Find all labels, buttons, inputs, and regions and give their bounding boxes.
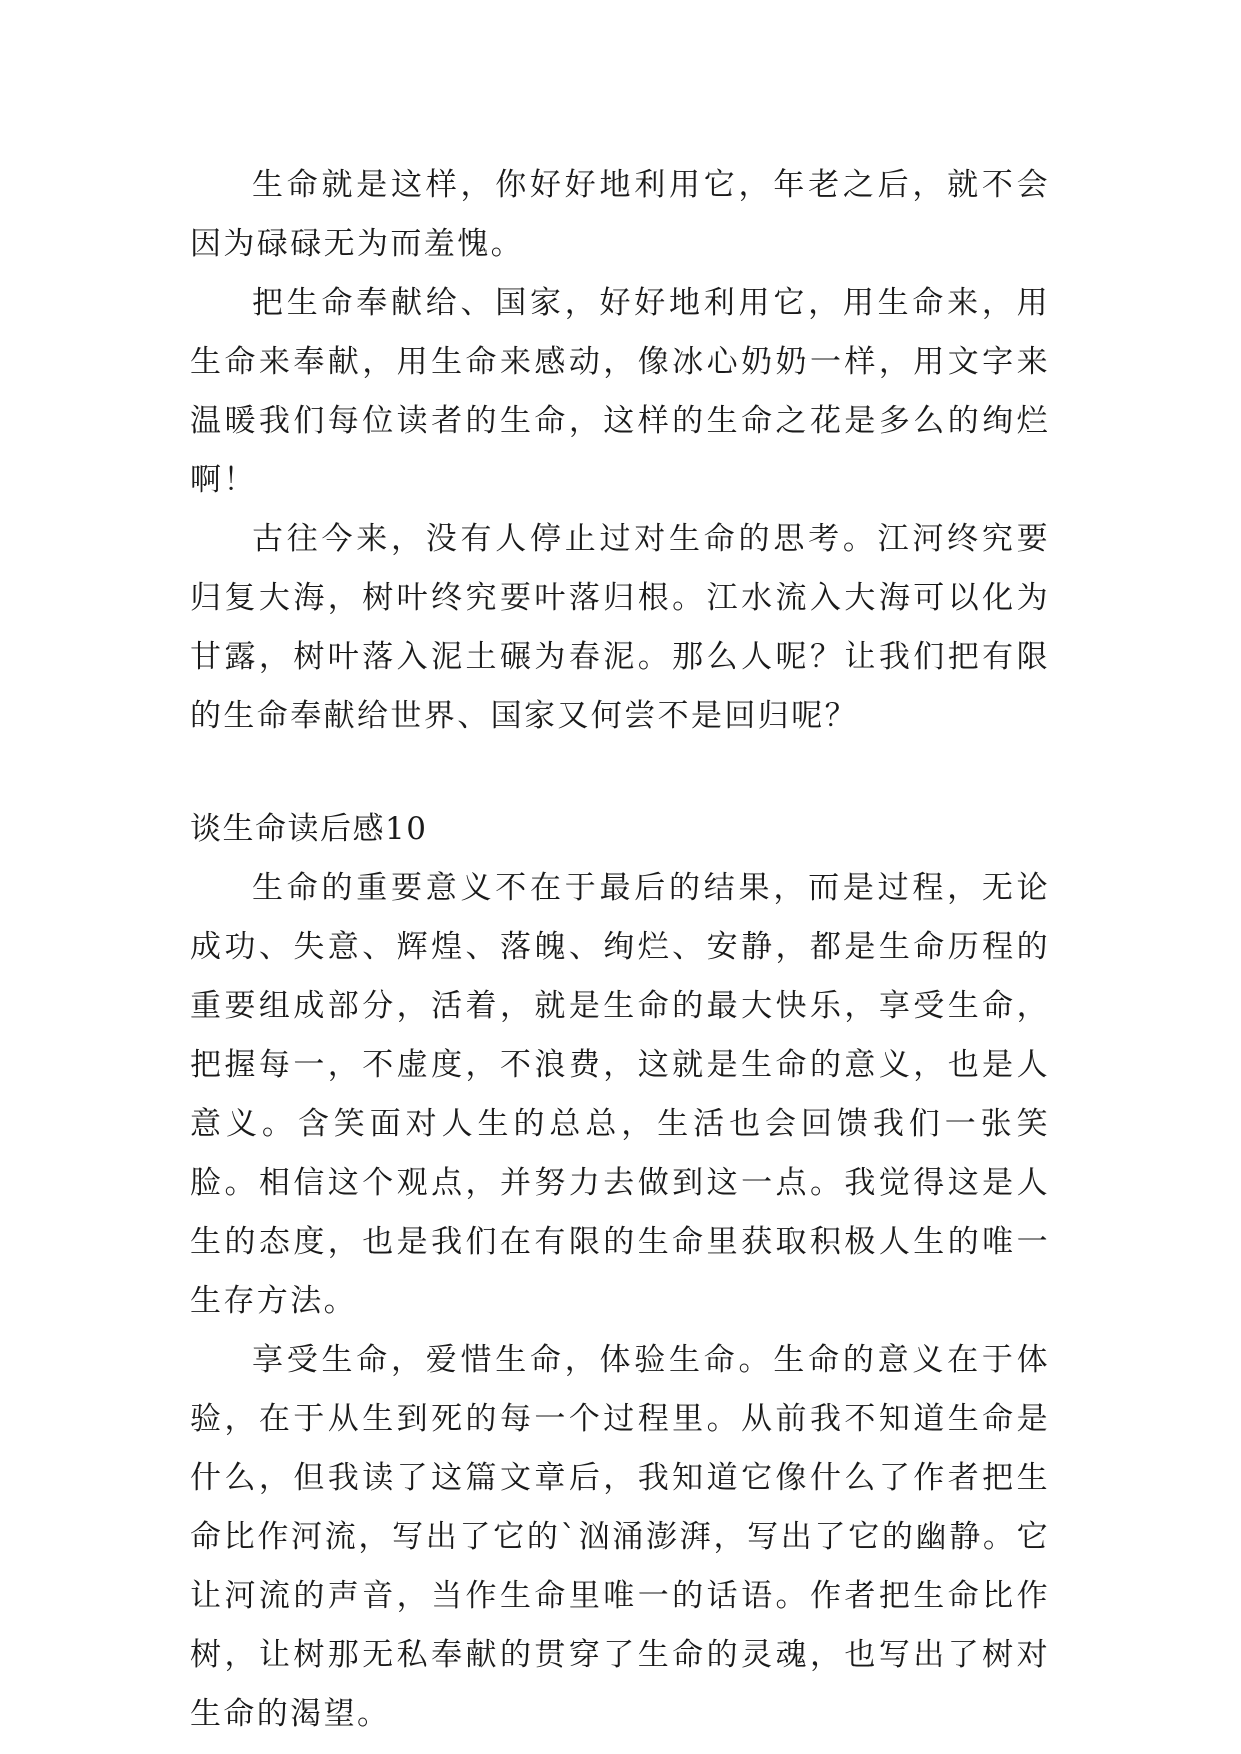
body-paragraph: 享受生命，爱惜生命，体验生命。生命的意义在于体验，在于从生到死的每一个过程里。从前我不知道生命是什么，但我读了这篇文章后，我知道它像什么了作者把生命比作河流，写出了它的`汹涌澎湃，写出了它的幽静。它让河流的声音，当作生命里唯一的话语。作者把生命比作树，让树那无私奉献的贯穿了生命的灵魂，也写出了树对生命的渴望。 xyxy=(190,1342,1050,1732)
body-paragraph: 古往今来，没有人停止过对生命的思考。江河终究要归复大海，树叶终究要叶落归根。江水流入大海可以化为甘露，树叶落入泥土碾为春泥。那么人呢？让我们把有限的生命奉献给世界、国家又何尝不是回归呢？ xyxy=(190,521,1050,734)
body-paragraph: 把生命奉献给、国家，好好地利用它，用生命来，用生命来奉献，用生命来感动，像冰心奶奶一样，用文字来温暖我们每位读者的生命，这样的生命之花是多么的绚烂啊！ xyxy=(190,285,1050,498)
section-title: 谈生命读后感10 xyxy=(190,811,428,847)
body-paragraph: 生命的重要意义不在于最后的结果，而是过程，无论成功、失意、辉煌、落魄、绚烂、安静，都是生命历程的重要组成部分，活着，就是生命的最大快乐，享受生命，把握每一，不虚度，不浪费，这就是生命的意义，也是人意义。含笑面对人生的总总，生活也会回馈我们一张笑脸。相信这个观点，并努力去做到这一点。我觉得这是人生的态度，也是我们在有限的生命里获取积极人生的唯一生存方法。 xyxy=(190,870,1050,1319)
document-body xyxy=(190,156,1050,1744)
body-paragraph: 生命就是这样，你好好地利用它，年老之后，就不会因为碌碌无为而羞愧。 xyxy=(190,167,1050,262)
